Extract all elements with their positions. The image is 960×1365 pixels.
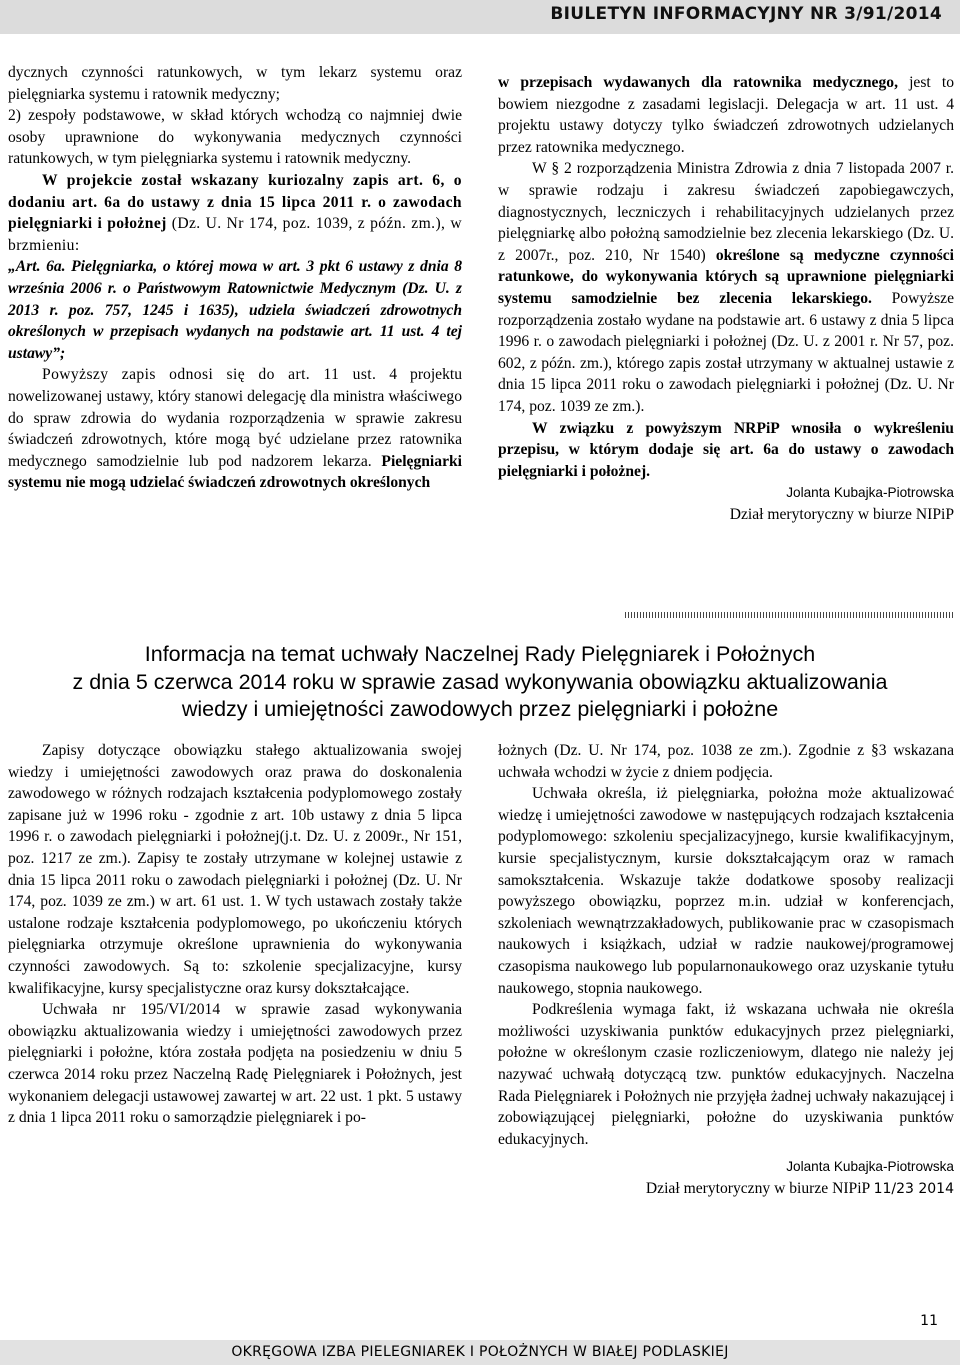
paragraph: 2) zespoły podstawowe, w skład których wchodzą co najmniej dwie osoby uprawnione do wykonywania medycznych czynności ratunkowych, w tym pielęgniarka systemu i ratownik medyczny. bbox=[8, 107, 462, 168]
text: jest to bowiem niezgodne z zasadami legislacji. Delegacja w art. 11 ust. 4 projektu ustawy dotyczy tylko świadczeń zdrowotnych udzielanych przez ratownika medycznego. bbox=[498, 74, 954, 156]
bold-text: w przepisach wydawanych dla ratownika medycznego, bbox=[498, 74, 898, 91]
paragraph bbox=[8, 364, 462, 494]
paragraph bbox=[498, 158, 954, 417]
text: Powyższy zapis odnosi się do art. 11 ust. bbox=[42, 366, 377, 384]
bold-text: W projekcie został wskazany kuriozalny zapis art. 6, o dodaniu art. 6a do ustawy z dnia 15 lipca 2011 r. o zawodach pielęgniarki i położnej bbox=[8, 171, 462, 233]
text: 4 projektu nowelizowanej ustawy, który stanowi delegację dla ministra właściwego do spraw zdrowia do wydania rozporządzenia w sprawie zakresu świadczeń zdrowotnych, które mogą być udzielane przez ratownika medycznego samodzielnie lub pod nadzorem lekarza. bbox=[8, 366, 462, 470]
header-band bbox=[0, 0, 960, 34]
title-line: wiedzy i umiejętności zawodowych przez pielęgniarki i położne bbox=[181, 697, 779, 721]
bulletin-title: BIULETYN INFORMACYJNY NR 3/91/2014 bbox=[550, 4, 942, 24]
paragraph: dycznych czynności ratunkowych, w tym lekarz systemu oraz pielęgniarka systemu i ratownik medyczny; bbox=[8, 64, 462, 103]
paragraph bbox=[8, 170, 462, 256]
title-line: z dnia 5 czerwca 2014 roku w sprawie zasad wykonywania obowiązku aktualizowania bbox=[72, 669, 888, 694]
text: Dział merytoryczny w biurze NIPiP bbox=[645, 1179, 870, 1197]
paragraph: łożnych (Dz. U. Nr 174, poz. 1038 ze zm.). Zgodnie z §3 wskazana uchwała wchodzi w życie z dniem podjęcia. bbox=[498, 742, 954, 781]
page-number: 11 bbox=[920, 1313, 938, 1329]
footer-text: OKRĘGOWA IZBA PIELEGNIAREK I POŁOŻNYCH W BIAŁEJ PODLASKIEJ bbox=[231, 1344, 729, 1360]
paragraph: Podkreślenia wymaga fakt, iż wskazana uchwała nie określa możliwości uzyskiwania punktów edukacyjnych przez pielęgniarki, położne w określonym czasie rozliczeniowym, dlatego nie należy jej nazywać uchwałą dotyczącą tzw. punktów edukacyjnych. Naczelna Rada Pielęgniarek i Położnych nie przyjęła żadnej uchwały nakazującej i zobowiązującej pielęgniarki, położne do uzyskiwania punktów edukacyjnych. bbox=[498, 1001, 954, 1148]
signature-name: Jolanta Kubajka-Piotrowska bbox=[786, 1159, 954, 1175]
quoted-article: „Art. 6a. Pielęgniarka, o której mowa w art. 3 pkt 6 ustawy z dnia 8 września 2006 r. o Państwowym Ratownictwie Medycznym (Dz. U. z 2013 r. poz. 757, 1245 i 1635), udziela świadczeń zdrowotnych określonych w przepisach wydanych na podstawie art. 11 ust. 4 tej ustawy”; bbox=[8, 258, 462, 362]
paragraph: Uchwała określa, iż pielęgniarka, położna może aktualizować wiedzę i umiejętności zawodowe w następujących rodzajach kształcenia podyplomowego: szkoleniu specjalizacyjnego, kursie kwalifikacyjnym, kursie specjalistycznym, kursie dokształcającym oraz w ramach samokształcenia. Wskazuje także dodatkowe sposoby realizacji powyższego obowiązku, poprzez m.in. udział w konferencjach, szkoleniach wewnątrzzakładowych, publikowanie prac w czasopismach naukowych i książkach, udział w radzie naukowej/programowej czasopisma naukowego lub popularnonaukowego oraz uzyskanie tytułu naukowego, stopnia naukowego. bbox=[498, 785, 954, 997]
signature-department bbox=[498, 1178, 954, 1201]
issue-number: 11/23 2014 bbox=[873, 1180, 954, 1197]
title-line: Informacja na temat uchwały Naczelnej Rady Pielęgniarek i Położnych bbox=[144, 642, 816, 666]
text: Powyższe rozporządzenia zostało wydane na podstawie art. 6 ustawy z dnia 5 lipca 1996 r. o zawodach pielęgniarki i położnej (Dz. U. z 2001 r. Nr 57, poz. 602, z późn. zm.), którego zapis został utrzymany w aktualnej ustawie z dnia 15 lipca 2011 roku o zawodach pielęgniarki i położnej (Dz. U. Nr 174, poz. 1039 ze zm.). bbox=[498, 289, 954, 415]
text: (Dz. U. Nr 174, poz. 1039, z późn. zm.), w brzmieniu: bbox=[8, 215, 462, 254]
paragraph bbox=[498, 72, 954, 158]
paragraph: W związku z powyższym NRPiP wnosiła o wykreśleniu przepisu, w którym dodaje się art. 6a do ustawy o zawodach pielęgniarki i położnej. bbox=[498, 419, 954, 480]
signature-name: Jolanta Kubajka-Piotrowska bbox=[786, 485, 954, 501]
paragraph: Zapisy dotyczące obowiązku stałego aktualizowania swojej wiedzy i umiejętności zawodowych oraz prawa do doskonalenia zawodowego w różnych rodzajach kształcenia podyplomowego zostały zapisane już w 1996 roku - zgodnie z art. 10b ustawy z dnia 5 lipca 1996 r. o zawodach pielęgniarki i położnej(j.t. Dz. U. z 2009r., Nr 151, poz. 1217 ze zm.). Zapisy te zostały utrzymane w kolejnej ustawie z dnia 15 lipca 2011 roku o zawodach pielęgniarki i położnej (Dz. U. Nr 174, poz. 1039 ze zm.) w art. 61 ust. 1. W tych ustawach zostały także ustalone rodzaje kształcenia podyplomowego, po ukończeniu których pielęgniarka otrzymuje określone uprawnienia do wykonywania czynności zawodowych. Są to: szkolenie specjalizacyjne, kursy kwalifikacyjne, kursy specjalistyczne oraz kursy dokształcające. bbox=[8, 742, 462, 997]
article-title bbox=[40, 641, 920, 724]
bottom-left-column bbox=[8, 740, 462, 1129]
paragraph: Uchwała nr 195/VI/2014 w sprawie zasad wykonywania obowiązku aktualizowania wiedzy i umiejętności zawodowych przez pielęgniarki i położne, która została podjęta na posiedzeniu w dniu 5 czerwca 2014 roku przez Naczelną Radę Pielęgniarek i Położnych, jest wykonaniem delegacji ustawowej zawartej w art. 22 ust. 1 pkt. 5 ustawy z dnia 1 lipca 2011 roku o samorządzie pielęgniarek i po- bbox=[8, 1001, 462, 1127]
separator-line bbox=[625, 612, 955, 618]
text: W § 2 rozporządzenia Ministra Zdrowia z dnia 7 listopada 2007 r. w sprawie rodzaju i zakresu świadczeń zapobiegawczych, diagnostycznych, leczniczych i rehabilitacyjnych udzielanych przez pielęgniarkę albo położną samodzielnie bez zlecenia lekarskiego (Dz. U. z 2007r., poz. 210, Nr 1540) bbox=[498, 160, 954, 264]
bold-text: Pielęgniarki systemu nie mogą udzielać świadczeń zdrowotnych określonych bbox=[8, 452, 462, 492]
signature-department: Dział merytoryczny w biurze NIPiP bbox=[729, 505, 954, 523]
footer-band bbox=[0, 1340, 960, 1365]
top-right-column bbox=[498, 72, 954, 525]
bottom-right-column bbox=[498, 740, 954, 1200]
top-left-column bbox=[8, 62, 462, 494]
bold-text: określone są medyczne czynności ratunkowe, do wykonywania których są uprawnione pielęgniarki systemu samodzielnie bez zlecenia lekarskiego. bbox=[498, 246, 954, 307]
